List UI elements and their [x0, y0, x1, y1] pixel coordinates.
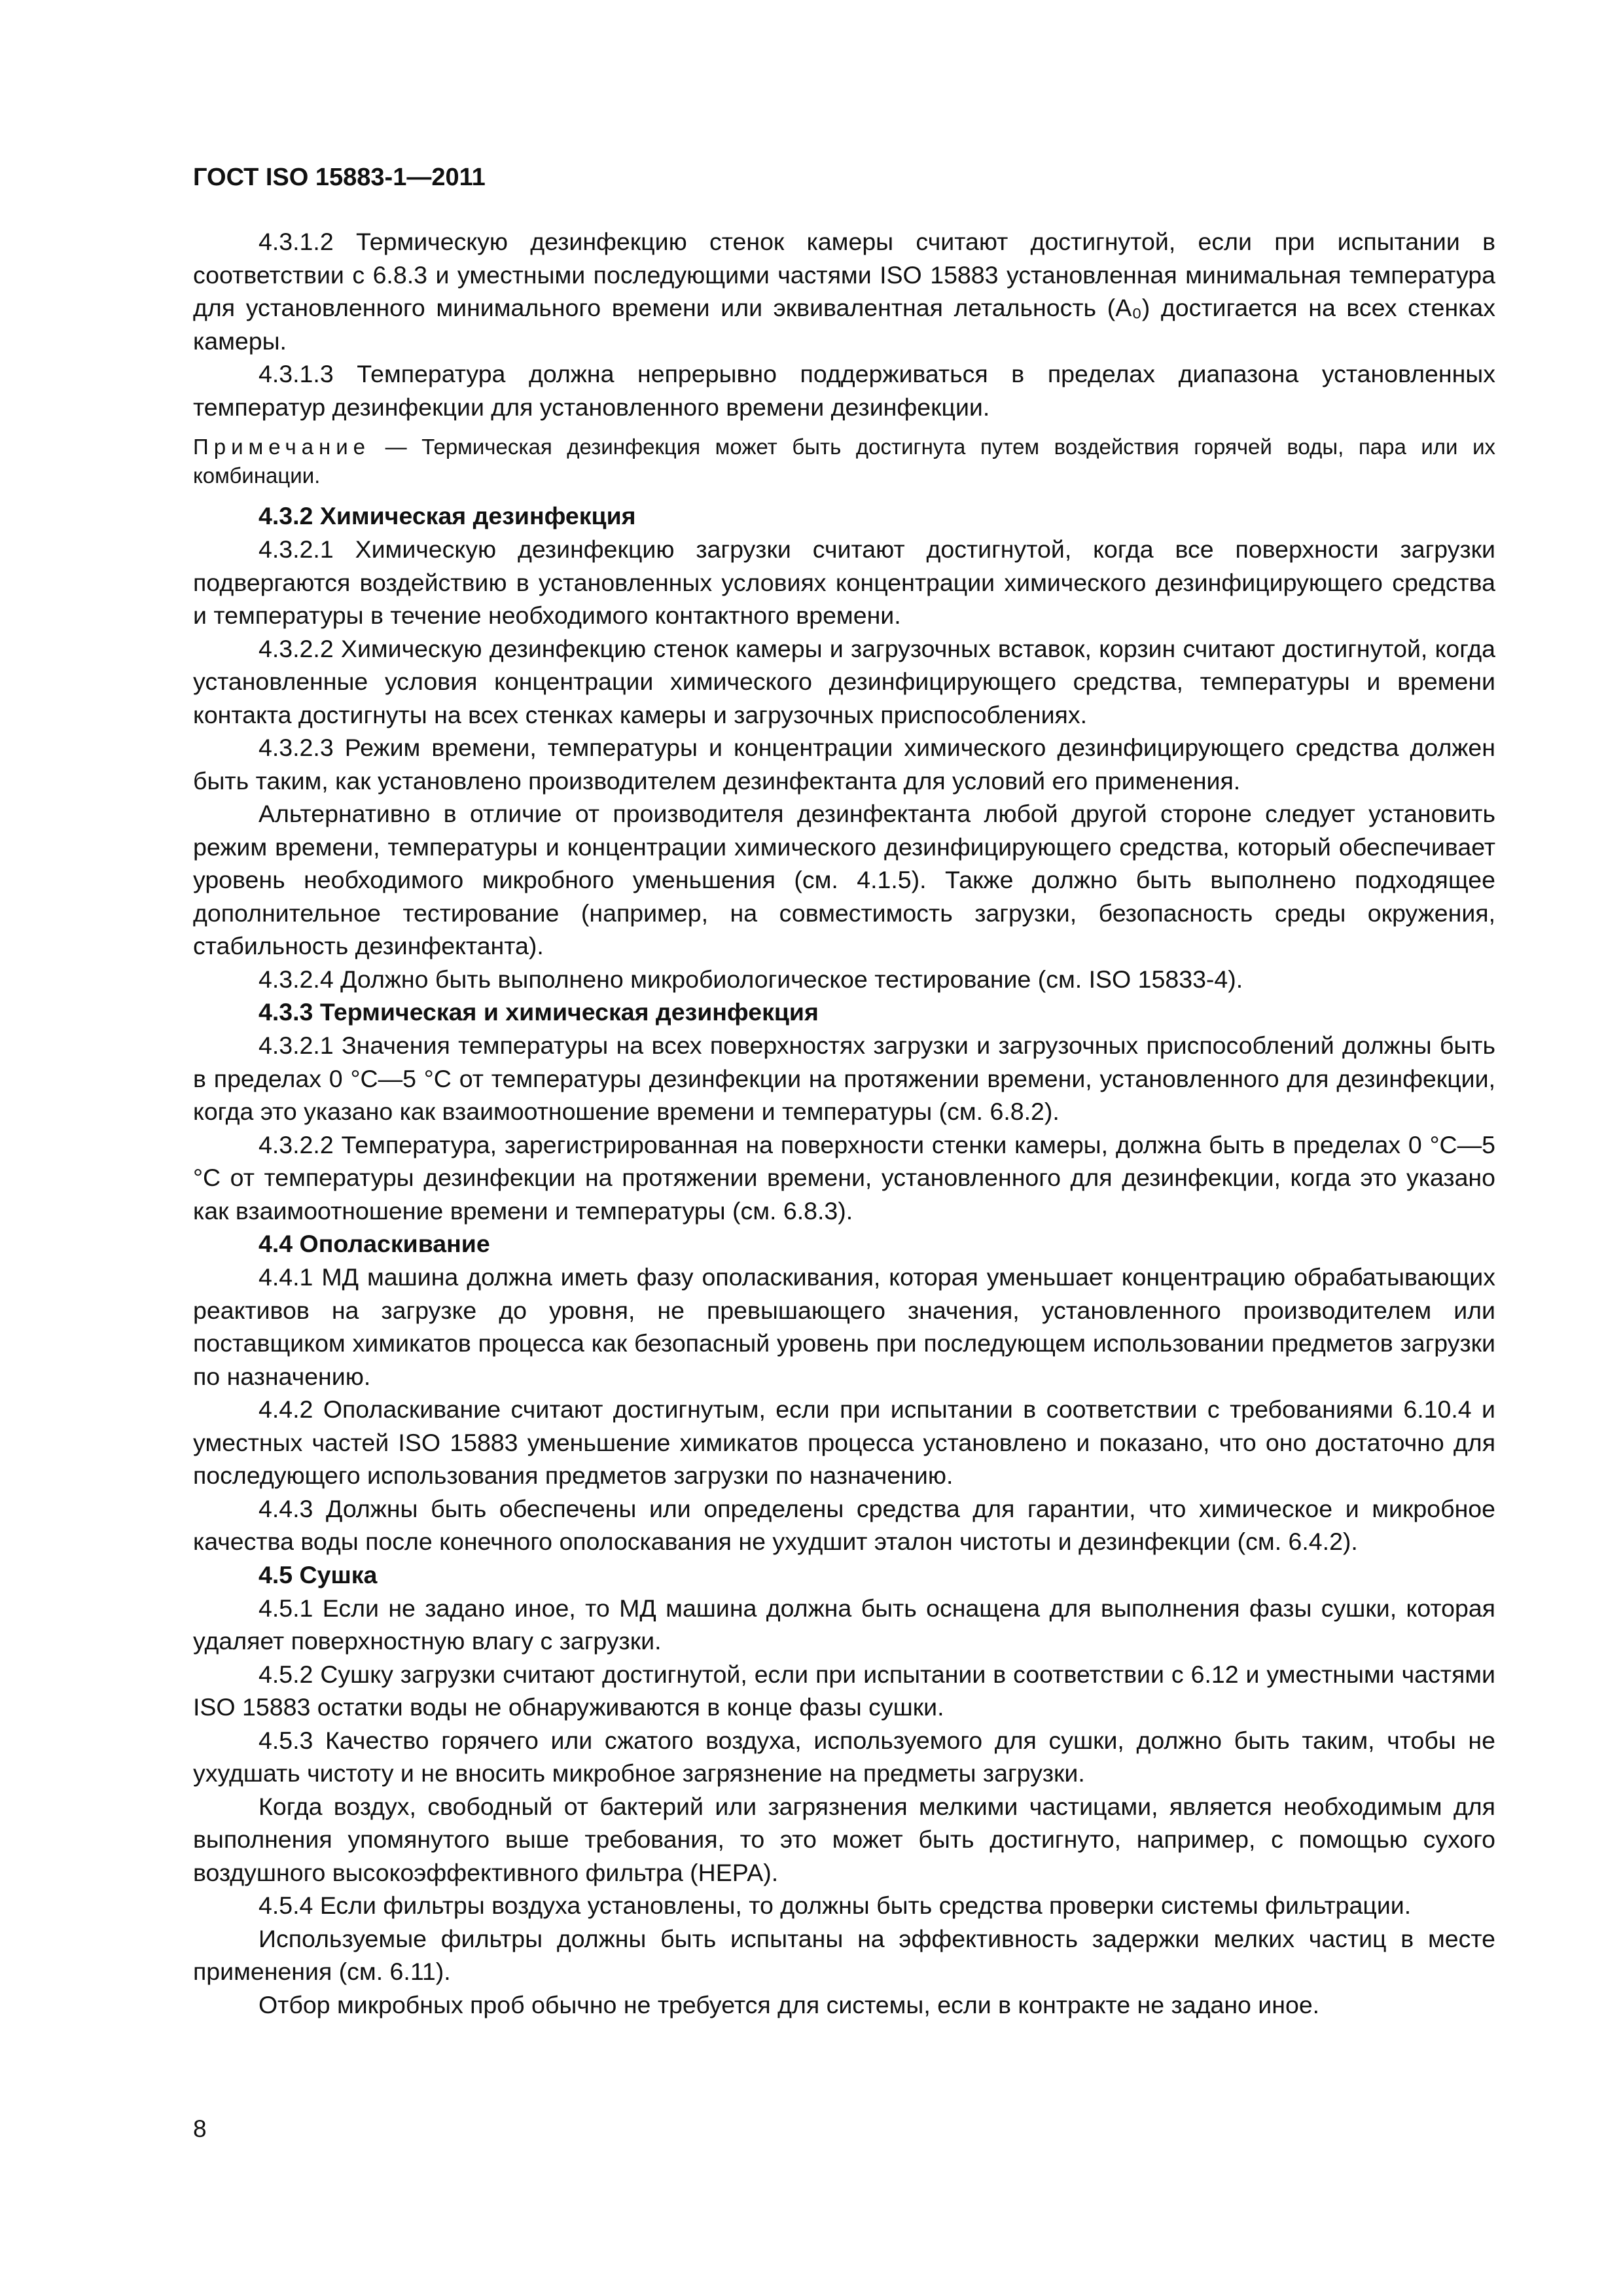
section-heading: 4.3.2 Химическая дезинфекция [259, 502, 636, 529]
page-number: 8 [193, 2115, 207, 2142]
section-heading: 4.3.3 Термическая и химическая дезинфекция [259, 998, 819, 1026]
note [193, 433, 1495, 490]
paragraph: 4.3.2.2 Температура, зарегистрированная на поверхности стенки камеры, должна быть в пределах 0 °С—5 °С от температуры дезинфекции на протяжении времени, установленного для дезинфекции, когда это указано как взаимоотношение времени и температуры (см. 6.8.3). [193, 1130, 1495, 1225]
paragraph: 4.5.2 Сушку загрузки считают достигнутой, если при испытании в соответствии с 6.12 и уместными частями ISO 15883 остатки воды не обнаруживаются в конце фазы сушки. [193, 1660, 1495, 1721]
document-header: ГОСТ ISO 15883-1—2011 [193, 164, 486, 191]
paragraph: 4.5.1 Если не задано иное, то МД машина должна быть оснащена для выполнения фазы сушки, которая удаляет поверхностную влагу с загрузки. [193, 1594, 1495, 1655]
paragraph: 4.5.4 Если фильтры воздуха установлены, то должны быть средства проверки системы фильтрации. [259, 1892, 1412, 1919]
paragraph: Отбор микробных проб обычно не требуется для системы, если в контракте не задано иное. [259, 1990, 1320, 2018]
paragraph: 4.3.1.3 Температура должна непрерывно поддерживаться в пределах диапазона установленных температур дезинфекции для установленного времени дезинфекции. [193, 360, 1495, 421]
paragraph: 4.3.2.4 Должно быть выполнено микробиологическое тестирование (см. ISO 15833-4). [259, 965, 1243, 993]
paragraph: 4.3.2.1 Химическую дезинфекцию загрузки считают достигнутой, когда все поверхности загрузки подвергаются воздействию в установленных условиях концентрации химического дезинфицирующего средства и температуры в течение необходимого контактного времени. [193, 535, 1495, 629]
paragraph: 4.4.3 Должны быть обеспечены или определены средства для гарантии, что химическое и микробное качества воды после конечного ополоскавания не ухудшит эталон чистоты и дезинфекции (см. 6.4.2). [193, 1494, 1495, 1555]
document-body [193, 225, 1495, 2021]
paragraph: 4.4.2 Ополаскивание считают достигнутым, если при испытании в соответствии с требованиями 6.10.4 и уместных частей ISO 15883 уменьшение химикатов процесса установлено и показано, что оно достаточно для последующего использования предметов загрузки по назначению. [193, 1395, 1495, 1489]
paragraph: Используемые фильтры должны быть испытаны на эффективность задержки мелких частиц в месте применения (см. 6.11). [193, 1924, 1495, 1985]
section-heading: 4.4 Ополаскивание [259, 1230, 490, 1257]
paragraph: Альтернативно в отличие от производителя дезинфектанта любой другой стороне следует установить режим времени, температуры и концентрации химического дезинфицирующего средства, который обеспечивает уровень необходимого микробного уменьшения (см. 4.1.5). Также должно быть выполнено подходящее дополнительное тестирование (например, на совместимость загрузки, безопасность среды окружения, стабильность дезинфектанта). [193, 800, 1495, 960]
paragraph: 4.3.2.1 Значения температуры на всех поверхностях загрузки и загрузочных приспособлений должны быть в пределах 0 °С—5 °С от температуры дезинфекции на протяжении времени, установленного для дезинфекции, когда это указано как взаимоотношение времени и температуры (см. 6.8.2). [193, 1031, 1495, 1125]
paragraph: 4.3.2.2 Химическую дезинфекцию стенок камеры и загрузочных вставок, корзин считают достигнутой, когда установленные условия концентрации химического дезинфицирующего средства, температуры и времени контакта достигнуты на всех стенках камеры и загрузочных приспособлениях. [193, 634, 1495, 728]
document-page [193, 0, 1495, 2296]
paragraph: 4.4.1 МД машина должна иметь фазу ополаскивания, которая уменьшает концентрацию обрабатывающих реактивов на загрузке до уровня, не превышающего значения, установленного производителем или поставщиком химикатов процесса как безопасный уровень при последующем использовании предметов загрузки по назначению. [193, 1263, 1495, 1390]
paragraph: 4.5.3 Качество горячего или сжатого воздуха, используемого для сушки, должно быть таким, чтобы не ухудшать чистоту и не вносить микробное загрязнение на предметы загрузки. [193, 1726, 1495, 1787]
note-label: Примечание [193, 435, 371, 459]
paragraph: 4.3.1.2 Термическую дезинфекцию стенок камеры считают достигнутой, если при испытании в соответствии с 6.8.3 и уместными последующими частями ISO 15883 установленная минимальная температура для установленного минимального времени или эквивалентная летальность (A₀) достигается на всех стенках камеры. [193, 228, 1495, 355]
note-text: — Термическая дезинфекция может быть достигнута путем воздействия горячей воды, пара или их комбинации. [193, 435, 1495, 488]
paragraph: Когда воздух, свободный от бактерий или загрязнения мелкими частицами, является необходимым для выполнения упомянутого выше требования, то это может быть достигнуто, например, с помощью сухого воздушного высокоэффективного фильтра (НЕРА). [193, 1792, 1495, 1886]
section-heading: 4.5 Сушка [259, 1560, 378, 1588]
paragraph: 4.3.2.3 Режим времени, температуры и концентрации химического дезинфицирующего средства должен быть таким, как установлено производителем дезинфектанта для условий его применения. [193, 734, 1495, 795]
